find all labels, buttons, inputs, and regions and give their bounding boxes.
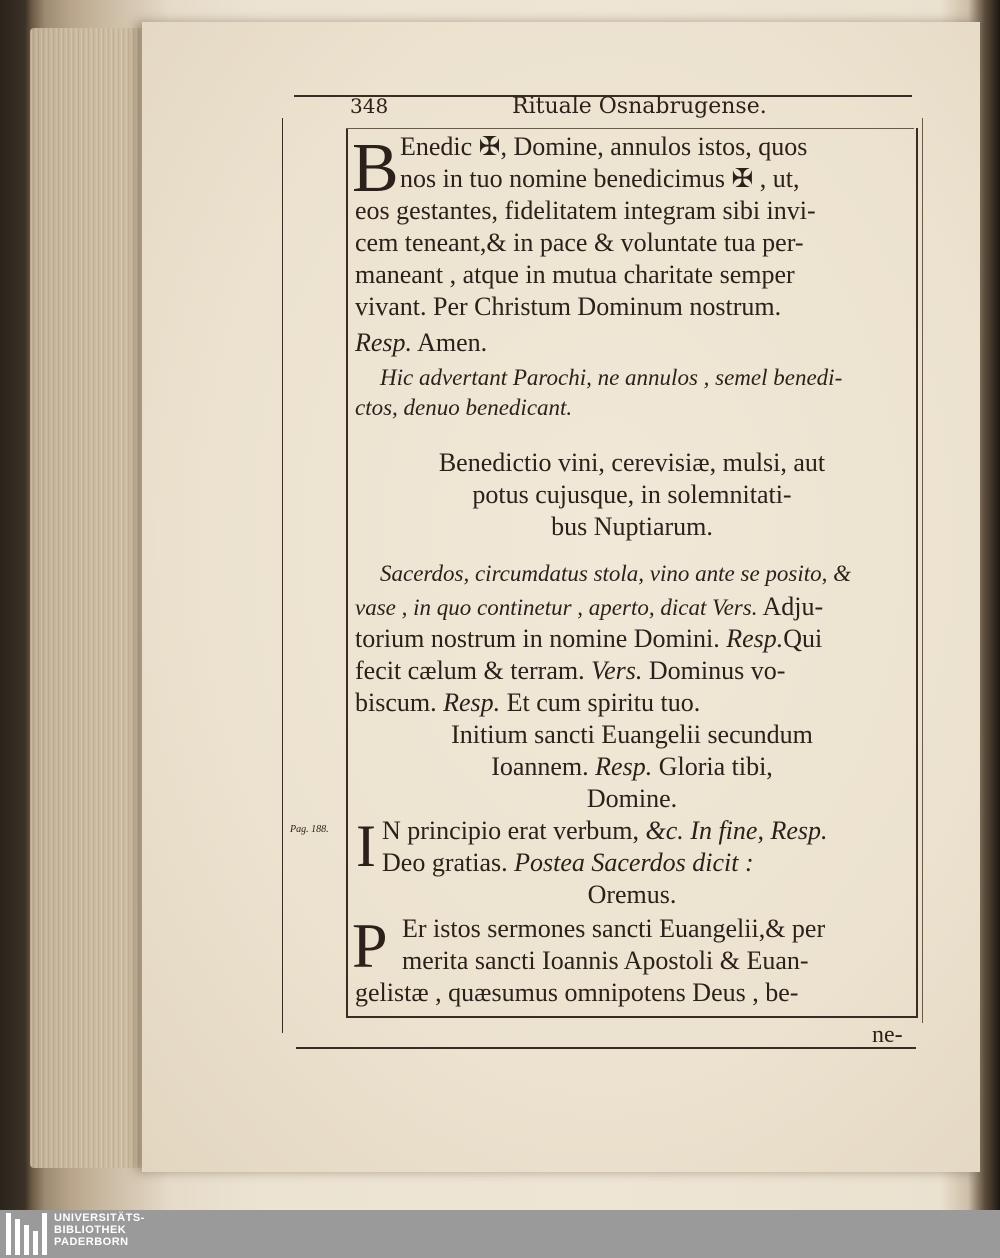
text-run: Dominus vo- [642, 656, 786, 685]
text-run: torium nostrum in nomine Domini. [355, 624, 727, 653]
text-run: Qui [783, 624, 823, 653]
margin-rule [282, 118, 283, 1033]
resp-label: Resp. [443, 688, 501, 717]
library-name [54, 1212, 145, 1248]
text-line: gelistæ , quæsumus omnipotens Deus , be- [355, 978, 799, 1007]
text-line: cem teneant,& in pace & voluntate tua per- [355, 228, 804, 257]
drop-cap-i: I [356, 813, 376, 879]
text-line [355, 594, 823, 620]
drop-cap-p: P [352, 910, 388, 981]
oremus-heading: Oremus. [587, 880, 677, 909]
text-line [352, 754, 912, 780]
library-logo-icon [6, 1213, 46, 1255]
running-title: Rituale Osnabrugense. [512, 94, 767, 119]
text-line [355, 626, 822, 652]
text-frame-top [346, 128, 914, 129]
section-title-line: Benedictio vini, cerevisiæ, mulsi, aut [438, 448, 826, 477]
library-name-line: UNIVERSITÄTS- [54, 1212, 145, 1224]
library-name-line: BIBLIOTHEK [54, 1224, 127, 1236]
vers-label: Vers. [591, 656, 643, 685]
text-run: Deo gratias. [382, 848, 515, 877]
resp-label: Resp. [355, 328, 413, 357]
drop-cap-b: B [352, 130, 399, 207]
text-line [382, 818, 827, 844]
text-line: nos in tuo nomine benedicimus ✠ , ut, [400, 164, 800, 193]
text-line: Enedic ✠, Domine, annulos istos, quos [400, 132, 808, 161]
text-line: eos gestantes, fidelitatem integram sibi invi- [355, 196, 816, 225]
rubric-line: Hic advertant Parochi, ne annulos , semel benedi- [380, 365, 843, 390]
page-edges [30, 28, 150, 1168]
text-line: merita sancti Ioannis Apostoli & Euan- [402, 946, 809, 975]
text-line: maneant , atque in mutua charitate semper [355, 260, 795, 289]
section-title-line: potus cujusque, in solemnitati- [472, 480, 792, 509]
text-run: fecit cælum & terram. [355, 656, 592, 685]
rubric-line: ctos, denuo benedicant. [355, 395, 573, 420]
text-line [355, 330, 487, 356]
margin-note: Pag. 188. [290, 824, 329, 835]
text-run: Ioannem. [491, 752, 596, 781]
text-run: biscum. [355, 688, 444, 717]
rubric-run: &c. In fine, Resp. [645, 816, 828, 845]
library-name-line: PADERBORN [54, 1236, 129, 1248]
text-line: Er istos sermones sancti Euangelii,& per [402, 914, 826, 943]
text-line: Domine. [586, 784, 678, 813]
text-run: Gloria tibi, [652, 752, 773, 781]
text-line: Initium sancti Euangelii secundum [451, 720, 813, 749]
library-footer-bar [0, 1210, 1000, 1258]
text-line [382, 850, 754, 876]
rubric-run: Postea Sacerdos dicit : [514, 848, 754, 877]
resp-label: Resp. [595, 752, 653, 781]
section-title-line: bus Nuptiarum. [551, 512, 713, 541]
footer-rule [296, 1047, 916, 1049]
rubric-line: Sacerdos, circumdatus stola, vino ante se posito, & [380, 561, 852, 586]
text-run: Adju- [757, 592, 824, 621]
text-line [355, 658, 785, 684]
text-line [355, 690, 700, 716]
text-run: N principio erat verbum, [382, 816, 646, 845]
text-run: Amen. [412, 328, 488, 357]
text-run: Et cum spiritu tuo. [500, 688, 701, 717]
resp-label: Resp. [726, 624, 784, 653]
rubric-run: vase , in quo continetur , aperto, dicat Vers. [355, 595, 758, 620]
outer-rule [922, 118, 923, 1023]
page-number: 348 [350, 94, 389, 118]
catchword: ne- [872, 1022, 903, 1048]
text-line: vivant. Per Christum Dominum nostrum. [355, 292, 782, 321]
